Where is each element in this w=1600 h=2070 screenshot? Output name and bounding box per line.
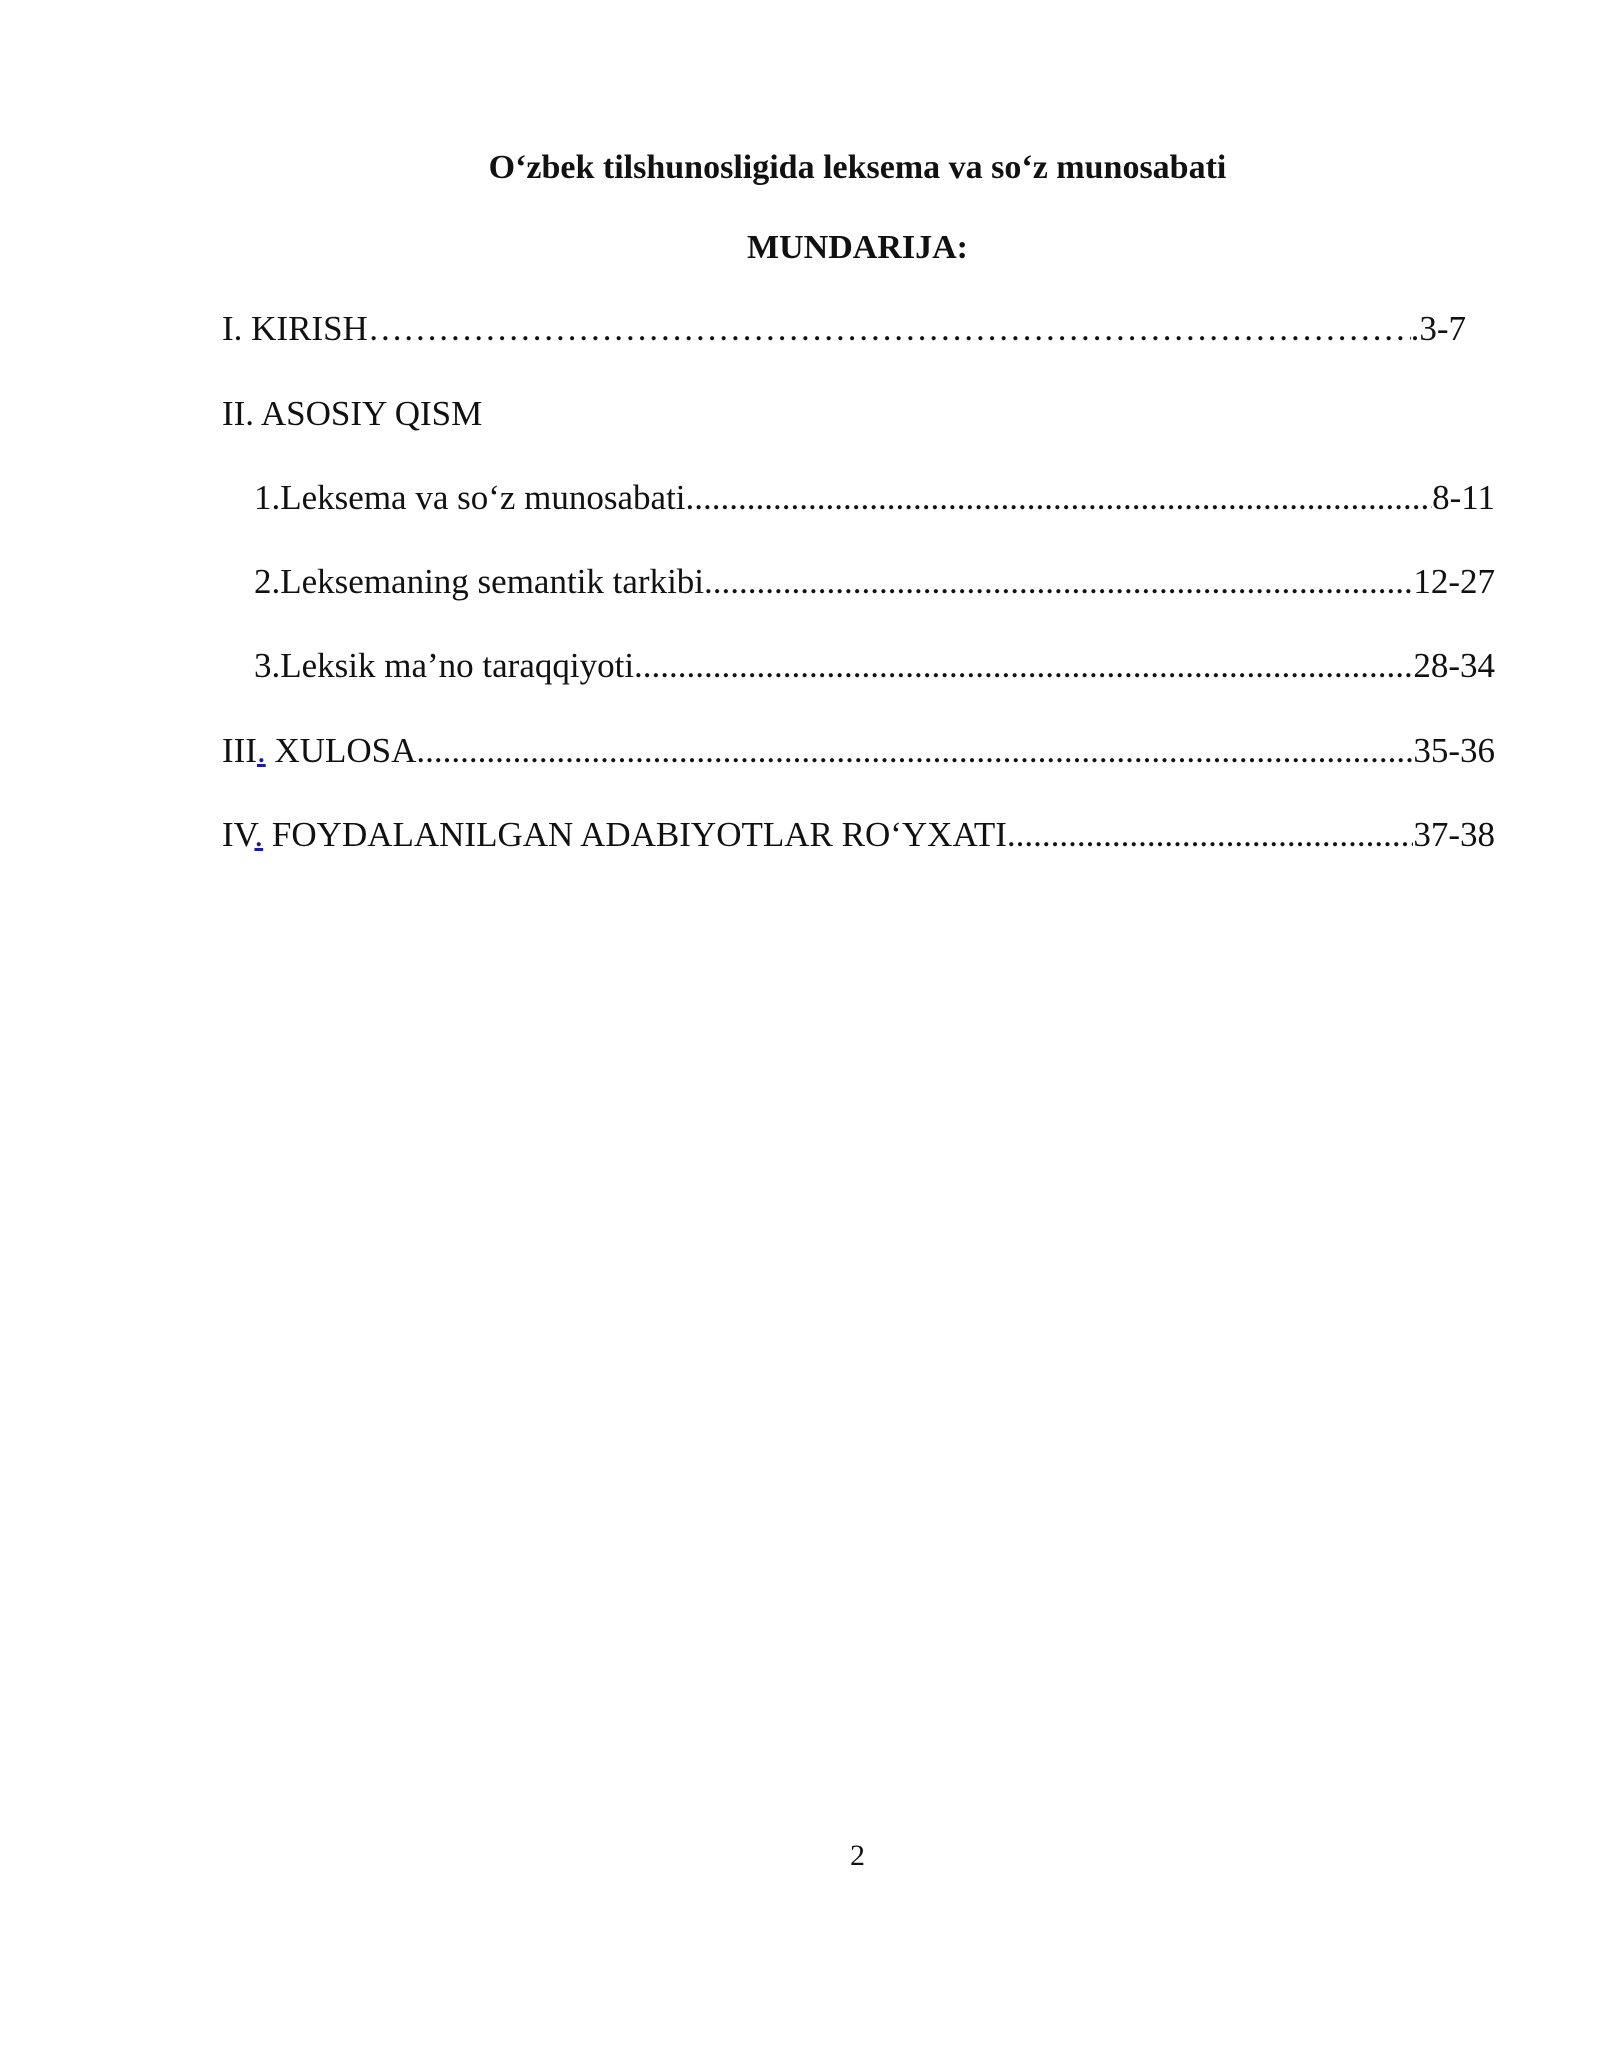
toc-link-marker[interactable]: .: [256, 731, 266, 770]
toc-leader-dots: [1007, 813, 1413, 857]
toc-entry-pages: 28-34: [1413, 646, 1495, 685]
toc-entry-pages: 35-36: [1413, 731, 1495, 770]
toc-entry-label: III. XULOSA: [222, 731, 417, 770]
toc-entry-label: 3.Leksik ma’no taraqqiyoti.: [254, 646, 643, 685]
toc-entry-pages: .3-7: [1410, 309, 1466, 348]
document-title: O‘zbek tilshunosligida leksema va so‘z munosabati: [488, 149, 1227, 186]
toc-leader-dots: [694, 476, 1432, 520]
toc-heading: MUNDARIJA:: [747, 229, 968, 266]
toc-entry-kirish[interactable]: [222, 307, 1466, 351]
toc-entry-label: I. KIRISH: [222, 309, 368, 348]
toc-entry-subsection-2[interactable]: [254, 560, 1495, 604]
toc-leader-dots: [368, 307, 1411, 351]
toc-entry-subsection-1[interactable]: [254, 476, 1495, 520]
toc-entry-label: 2.Leksemaning semantik tarkibi.: [254, 562, 713, 601]
toc-leader-dots: [643, 644, 1414, 688]
toc-entry-label: IV. FOYDALANILGAN ADABIYOTLAR RO‘YXATI: [222, 815, 1007, 854]
toc-entry-xulosa[interactable]: [222, 729, 1495, 773]
toc-entry-pages: 12-27: [1413, 562, 1495, 601]
toc-leader-dots: [416, 729, 1413, 773]
toc-link-marker[interactable]: .: [254, 815, 264, 854]
toc-entry-pages: 8-11: [1432, 478, 1495, 517]
toc-leader-dots: [713, 560, 1414, 604]
toc-entry-label: II. ASOSIY QISM: [222, 394, 483, 433]
toc-entry-subsection-3[interactable]: [254, 644, 1495, 688]
toc-entry-adabiyotlar[interactable]: [222, 813, 1495, 857]
toc-entry-pages: 37-38: [1413, 815, 1495, 854]
page-number: 2: [850, 1839, 865, 1872]
toc-entry-label: 1.Leksema va so‘z munosabati.: [254, 478, 695, 517]
toc-entry-asosiy-qism[interactable]: [222, 392, 1492, 436]
